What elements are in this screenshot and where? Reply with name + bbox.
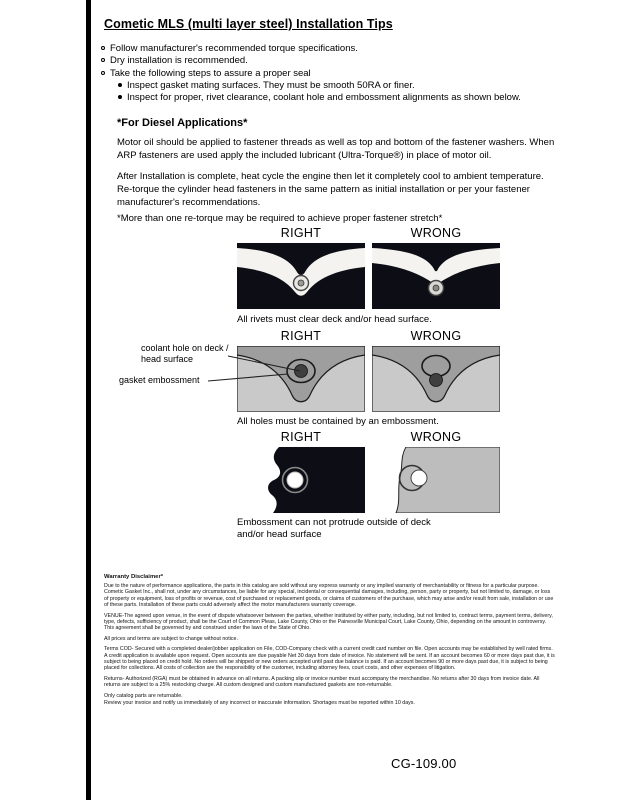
protrusion-right-image <box>237 447 365 513</box>
tips-list <box>101 43 561 104</box>
disclaimer-paragraph: Only catalog parts are returnable. <box>104 692 183 699</box>
callout-leader-lines <box>200 344 305 389</box>
right-label: RIGHT <box>280 430 322 444</box>
hollow-bullet-icon <box>101 46 105 50</box>
right-label: RIGHT <box>280 226 322 240</box>
right-example-column <box>237 226 365 309</box>
page-code: CG-109.00 <box>391 756 457 771</box>
disclaimer-paragraph: Review your invoice and notify us immediately of any incorrect or inaccurate information. Shortages must be reported within 10 days. <box>104 699 415 706</box>
tip-sub-item <box>118 80 561 92</box>
rivet-clearance-right-image <box>237 243 365 309</box>
tip-text: Take the following steps to assure a proper seal <box>110 67 311 79</box>
embossment-wrong-image <box>372 346 500 412</box>
tip-text: Inspect for proper, rivet clearance, coolant hole and embossment alignments as shown below. <box>127 92 521 104</box>
tip-sub-item <box>118 92 561 104</box>
gasket-embossment-callout: gasket embossment <box>119 375 200 385</box>
diagram-row-protrusion <box>237 430 500 513</box>
tip-item <box>101 43 561 55</box>
coolant-hole-callout: coolant hole on deck / head surface <box>141 343 229 364</box>
disclaimer-paragraph: All prices and terms are subject to change without notice. <box>104 635 238 642</box>
diesel-paragraph-1: Motor oil should be applied to fastener threads as well as top and bottom of the fastener washers. When ARP fasteners are used apply the included lubricant (Ultra-Torque®) in place of motor oil. <box>117 137 555 161</box>
wrong-label: WRONG <box>410 329 462 343</box>
rivets-caption: All rivets must clear deck and/or head surface. <box>237 314 432 325</box>
rivet-clearance-wrong-image <box>372 243 500 309</box>
disclaimer-paragraph: Due to the nature of performance applications, the parts in this catalog are sold without any express warranty or any implied warranty of merchantability or fitness for a particular purpose. Cometic Gasket Inc., shall not, under any circumstances, be liable for any special, incidental or consequential damages, including, person, party or property, but not limited to, damage, or loss of property or equipment, loss of profits or revenue, cost of purchased or replacement goods, or claims of customers of the purchase, which may arise and/or result from sale, installation or use of these parts. Installation of these parts could adversely affect the motor manufacturers warranty coverage. <box>104 583 554 608</box>
tip-item <box>101 55 561 67</box>
tip-item <box>101 68 561 80</box>
tip-text: Follow manufacturer's recommended torque specifications. <box>110 43 358 54</box>
wrong-example-column <box>372 430 500 513</box>
hollow-bullet-icon <box>101 58 105 62</box>
right-example-column <box>237 430 365 513</box>
disclaimer-heading: Warranty Disclaimer* <box>104 574 164 580</box>
right-label: RIGHT <box>280 329 322 343</box>
page-title: Cometic MLS (multi layer steel) Installation Tips <box>104 17 393 31</box>
diagram-row-rivets <box>237 226 500 309</box>
hollow-bullet-icon <box>101 71 105 75</box>
diesel-applications-heading: *For Diesel Applications* <box>117 117 248 129</box>
retorque-note: *More than one re-torque may be required to achieve proper fastener stretch* <box>117 213 443 224</box>
disclaimer-paragraph: VENUE-The agreed upon venue, in the event of dispute whatsoever between the parties, whether instituted by either party, including, but not limited to, contract terms, payment terms, delivery, type, defects, sufficiency of product, shall be the Court of Common Pleas, Lake County, Ohio or the Painesville Municipal Court, Lake County, Ohio, depending on the amount in controversy. This agreement shall be governed by and construed under the laws of the State of Ohio. <box>104 612 553 631</box>
embossment-caption: All holes must be contained by an embossment. <box>237 416 439 427</box>
solid-bullet-icon <box>118 95 122 99</box>
disclaimer-paragraph: Returns- Authorized (RGA) must be obtained in advance on all returns. A packing slip or invoice number must accompany the merchandise. No returns after 30 days from invoice date. All returns are subject to a 25% restocking charge. All custom designed and custom manufactured gaskets are non-returnable. <box>104 675 540 688</box>
wrong-label: WRONG <box>410 226 462 240</box>
diesel-paragraph-2: After Installation is complete, heat cycle the engine then let it completely cool to ambient temperature. Re-torque the cylinder head fasteners in the same pattern as initial installation or per your fastener manufacturer's recommendations. <box>117 171 544 208</box>
protrusion-caption: Embossment can not protrude outside of deck and/or head surface <box>237 517 431 540</box>
warranty-disclaimer <box>104 574 556 710</box>
wrong-example-column <box>372 226 500 309</box>
tip-text: Inspect gasket mating surfaces. They must be smooth 50RA or finer. <box>127 79 415 91</box>
protrusion-wrong-image <box>372 447 500 513</box>
solid-bullet-icon <box>118 83 122 87</box>
wrong-example-column <box>372 329 500 412</box>
wrong-label: WRONG <box>410 430 462 444</box>
tip-text: Dry installation is recommended. <box>110 55 248 67</box>
left-margin-bar <box>86 0 91 800</box>
disclaimer-paragraph: Terms COD- Secured with a completed dealer/jobber application on File, COD-Company check with a current credit card number on file. Open accounts may be established by well rated firms. A credit application is available upon request. Open accounts are due payable Net 30 days from date of invoice. No statement will be sent. If an account becomes 60 or more days past due, it is subject to being placed on credit hold. No orders will be shipped or new orders accepted until past due balance is paid. If an account becomes 90 or more days past due, it is subject to being placed for collections. All costs of collection are the responsibility of the customer, including attorney fees, court costs, and other expenses of litigation. <box>104 646 555 671</box>
